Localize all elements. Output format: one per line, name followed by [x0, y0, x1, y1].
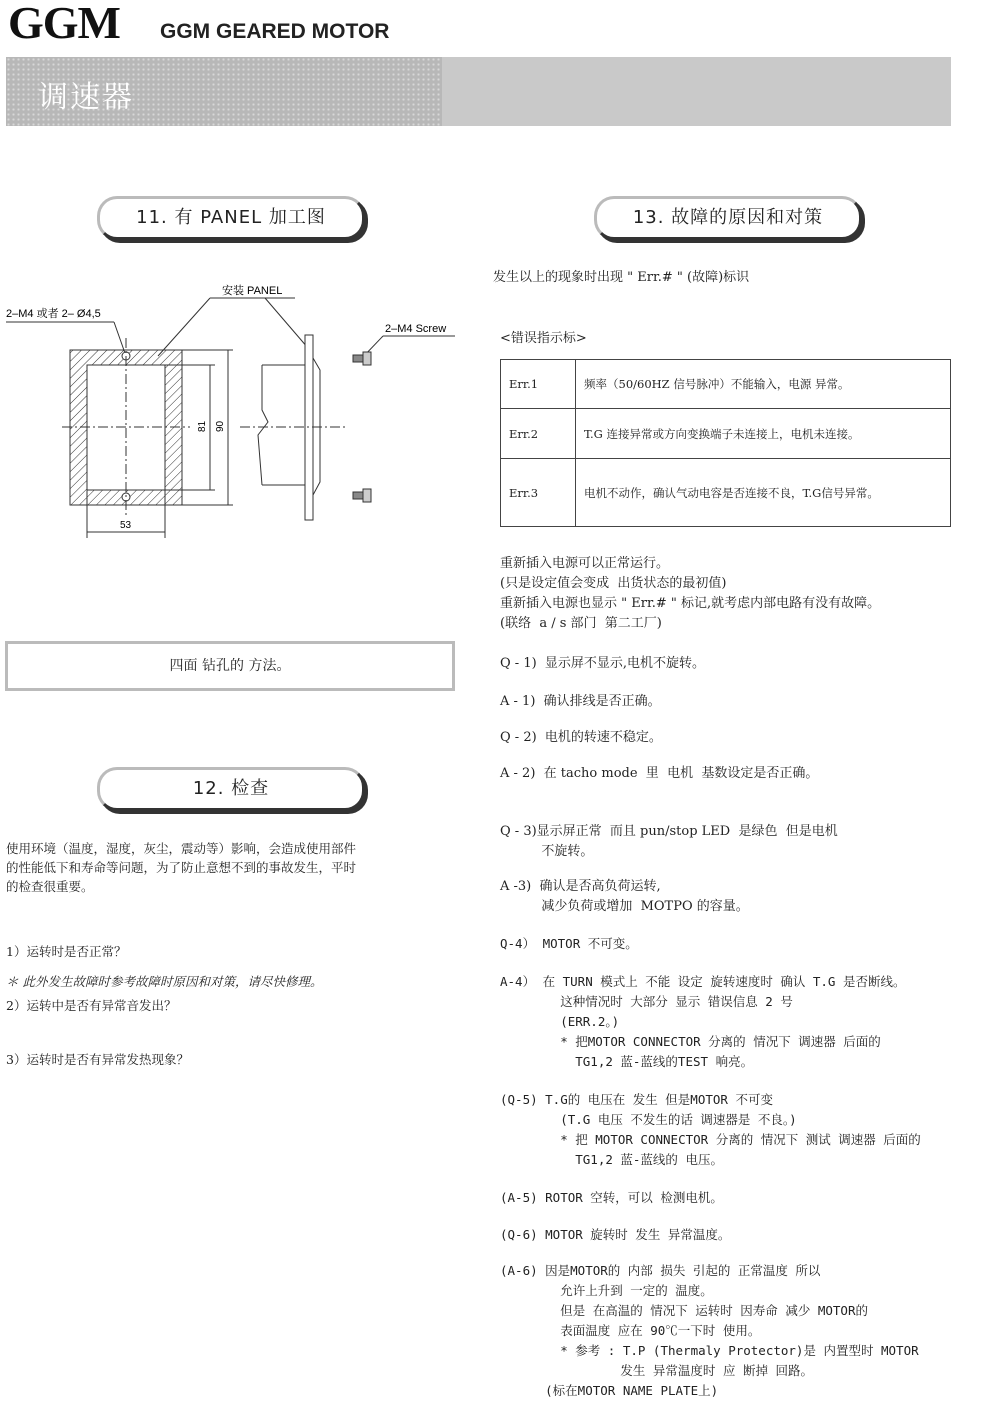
qa-item: A - 1) 确认排线是否正确。: [500, 694, 661, 709]
error-code: Err.2: [501, 409, 576, 459]
error-desc: 电机不动作，确认气动电容是否连接不良，T.G信号异常。: [576, 459, 951, 527]
error-table: [500, 359, 951, 527]
error-row: [501, 459, 951, 527]
section-11-heading: [97, 196, 365, 240]
inspection-item: 2）运转中是否有异常音发出？: [6, 998, 177, 1013]
dim-90: 90: [215, 420, 226, 432]
brand-subtitle: GGM GEARED MOTOR: [160, 20, 390, 43]
error-desc: 频率（50/60HZ 信号脉冲）不能输入，电源 异常。: [576, 360, 951, 409]
inspection-list: [6, 907, 189, 1087]
section-13-heading: [594, 196, 862, 240]
error-after-text: 重新插入电源可以正常运行。 (只是设定值会变成 出货状态的最初值) 重新插入电源也显示 " Err.# " 标记,就考虑内部电路有没有故障。 (联络 a / s 部门 第二工厂): [500, 556, 881, 631]
error-row: [501, 409, 951, 459]
qa-item: (A-6) 因是MOTOR的 内部 损失 引起的 正常温度 所以 允许上升到 一定的 温度。 但是 在高温的 情况下 运转时 因寿命 减少 MOTOR的 表面温度 应在 90℃一下时 使用。 * 参考 : T.P (Thermaly Protector)是 内置型时 MOTOR 发生 异常温度时 应 断掉 回路。 (标在MOTOR NAME PLATE上): [500, 1263, 919, 1398]
page-title: 调速器: [38, 80, 134, 115]
section-13-title: 13. 故障的原因和对策: [632, 207, 824, 228]
label-holes: 2–M4 或者 2– Ø4,5: [6, 308, 101, 320]
qa-item: (A-5) ROTOR 空转，可以 检测电机。: [500, 1190, 723, 1205]
error-row: [501, 360, 951, 409]
panel-diagram: [0, 270, 470, 550]
qa-item: Q - 2) 电机的转速不稳定。: [500, 730, 662, 745]
section-12-title: 12. 检查: [192, 778, 270, 799]
label-screw: 2–M4 Screw: [385, 323, 447, 335]
qa-item: A - 2) 在 tacho mode 里 电机 基数设定是否正确。: [500, 766, 819, 781]
error-table-label: <错误指示标>: [500, 331, 587, 346]
error-code: Err.1: [501, 360, 576, 409]
dim-81: 81: [197, 420, 208, 432]
error-code: Err.3: [501, 459, 576, 527]
section-12-heading: [97, 767, 365, 811]
panel-note: 四面 钻孔的 方法。: [169, 658, 291, 674]
qa-item: (Q-6) MOTOR 旋转时 发生 异常温度。: [500, 1227, 731, 1242]
inspection-item: 1）运转时是否正常？: [6, 944, 127, 959]
qa-item: Q - 1) 显示屏不显示,电机不旋转。: [500, 656, 706, 671]
error-desc: T.G 连接异常或方向变换端子未连接上，电机未连接。: [576, 409, 951, 459]
qa-item: A-4） 在 TURN 模式上 不能 设定 旋转速度时 确认 T.G 是否断线。 这种情况时 大部分 显示 错误信息 2 号 (ERR.2。) * 把MOTOR CONNECTOR 分离的 情况下 调速器 后面的 TG1,2 蓝-蓝线的TEST 响亮。: [500, 974, 906, 1069]
brand-logo: GGM: [8, 0, 120, 48]
qa-item: Q-4） MOTOR 不可变。: [500, 936, 638, 951]
inspection-item: 3）运转时是否有异常发热现象？: [6, 1052, 189, 1067]
qa-item: Q - 3)显示屏正常 而且 pun/stop LED 是绿色 但是电机 不旋转。: [500, 824, 838, 859]
panel-note-box: [5, 641, 455, 691]
dim-53: 53: [120, 520, 132, 531]
qa-item: A -3) 确认是否高负荷运转, 减少负荷或增加 MOTPO 的容量。: [500, 879, 749, 914]
inspection-note: ＊ 此外发生故障时参考故障时原因和对策，请尽快修理。: [6, 974, 323, 989]
qa-item: (Q-5) T.G的 电压在 发生 但是MOTOR 不可变 (T.G 电压 不发生的话 调速器是 不良。) * 把 MOTOR CONNECTOR 分离的 情况下 测试 调速器 后面的 TG1,2 蓝-蓝线的 电压。: [500, 1092, 921, 1167]
label-panel: 安装 PANEL: [222, 285, 283, 297]
error-intro: 发生以上的现象时出现 " Err.# " (故障)标识: [493, 270, 750, 285]
inspection-intro: 使用环境（温度，湿度，灰尘，震动等）影响，会造成使用部件 的性能低下和寿命等问题，为了防止意想不到的事故发生，平时 的检查很重要。: [6, 841, 357, 894]
section-11-title: 11. 有 PANEL 加工图: [136, 207, 326, 228]
